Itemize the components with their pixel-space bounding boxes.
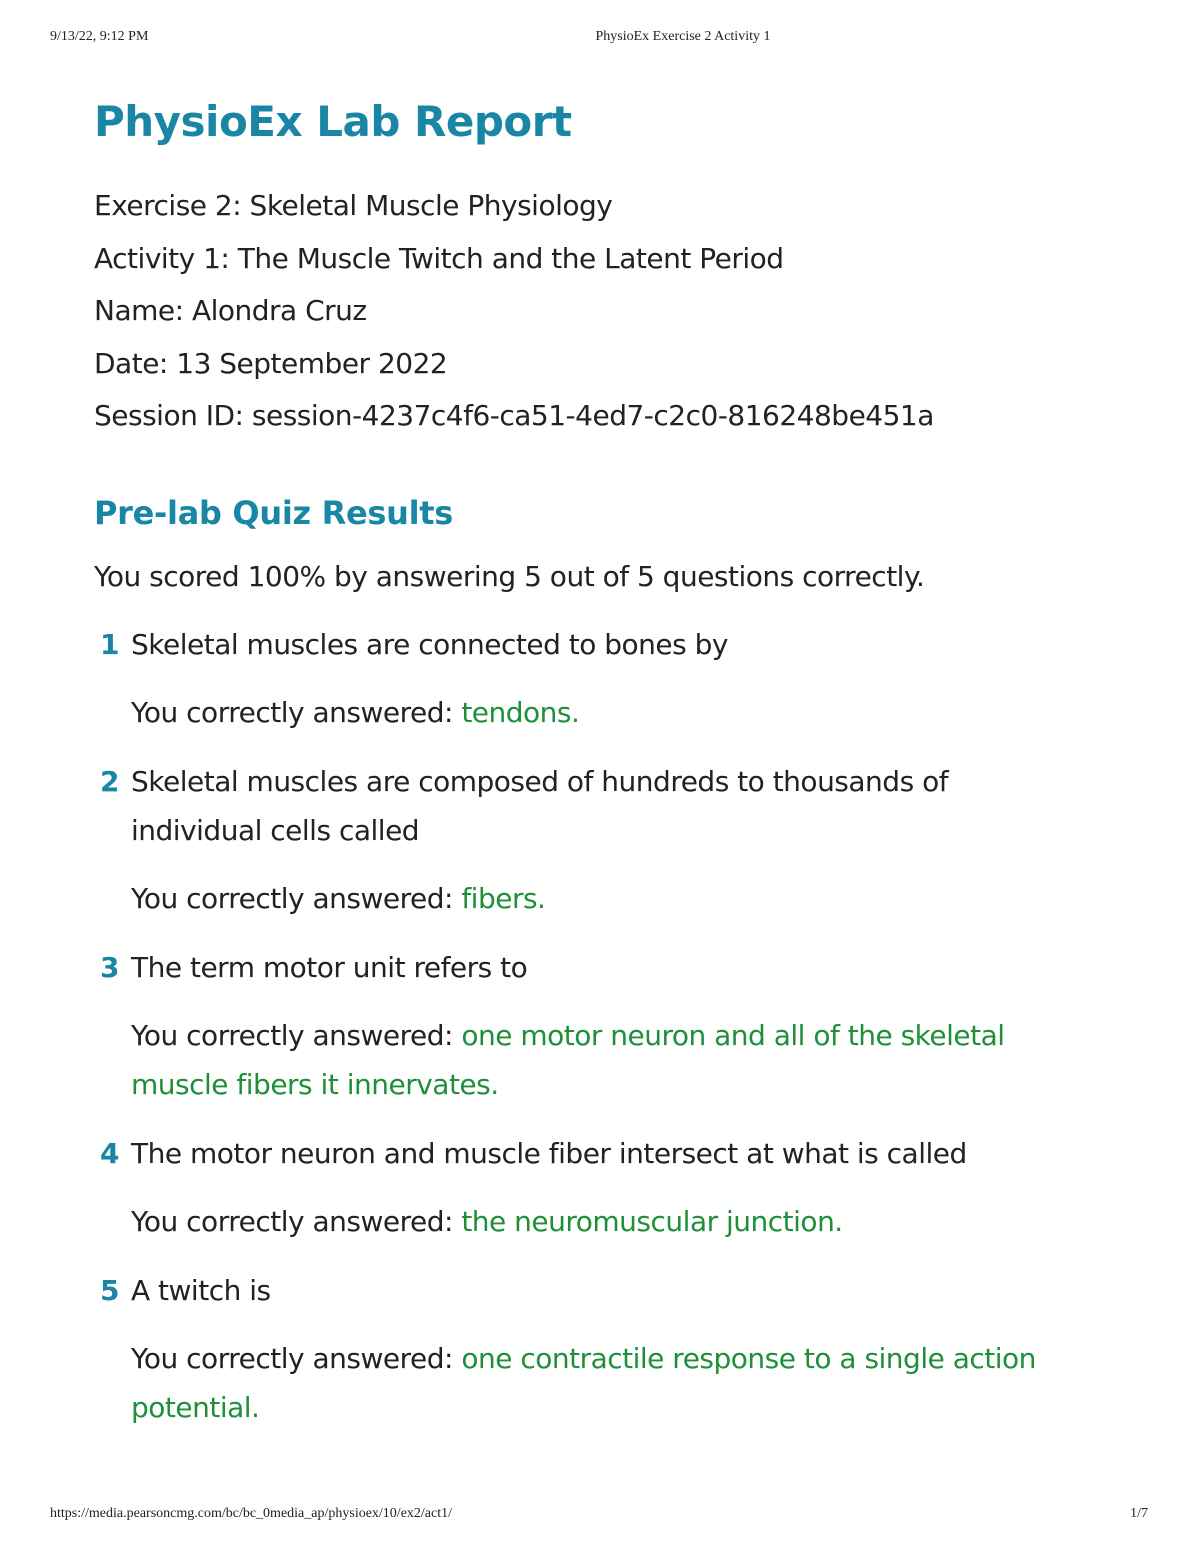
answer-prefix: You correctly answered: xyxy=(131,695,462,729)
quiz-question xyxy=(94,943,1134,1109)
print-page-title: PhysioEx Exercise 2 Activity 1 xyxy=(595,29,771,44)
question-number: 4 xyxy=(100,1136,120,1170)
question-number: 3 xyxy=(100,950,120,984)
question-text: Skeletal muscles are composed of hundreds to thousands of individual cells called xyxy=(131,764,949,847)
question-number: 1 xyxy=(100,627,120,661)
quiz-question xyxy=(94,757,1134,923)
answer-line xyxy=(131,1011,1091,1109)
answer-line xyxy=(131,1334,1091,1432)
question-text: The motor neuron and muscle fiber intersect at what is called xyxy=(131,1136,967,1170)
answer-value: the neuromuscular junction. xyxy=(461,1204,843,1238)
report-content xyxy=(94,92,1134,1452)
print-footer xyxy=(0,1506,1200,1526)
answer-prefix: You correctly answered: xyxy=(131,1204,462,1238)
quiz-question xyxy=(94,1266,1134,1432)
answer-prefix: You correctly answered: xyxy=(131,1341,462,1375)
page-number: 1/7 xyxy=(1130,1506,1148,1521)
answer-value: fibers. xyxy=(461,881,546,915)
exercise-line: Exercise 2: Skeletal Muscle Physiology xyxy=(94,189,613,222)
answer-prefix: You correctly answered: xyxy=(131,1018,462,1052)
question-text: A twitch is xyxy=(131,1273,271,1307)
answer-line xyxy=(131,1197,1091,1246)
activity-line: Activity 1: The Muscle Twitch and the Latent Period xyxy=(94,241,784,275)
answer-prefix: You correctly answered: xyxy=(131,881,462,915)
quiz-score: You scored 100% by answering 5 out of 5 questions correctly. xyxy=(94,559,925,593)
quiz-heading: Pre-lab Quiz Results xyxy=(94,493,454,532)
quiz-question xyxy=(94,620,1134,737)
quiz-questions xyxy=(94,620,1134,1432)
answer-line xyxy=(131,874,1091,923)
report-date: Date: 13 September 2022 xyxy=(94,346,448,380)
answer-line xyxy=(131,688,1091,737)
print-datetime: 9/13/22, 9:12 PM xyxy=(50,29,149,44)
question-number: 2 xyxy=(100,764,120,798)
question-text: Skeletal muscles are connected to bones by xyxy=(131,627,728,661)
page-url-link[interactable]: https://media.pearsoncmg.com/bc/bc_0media_ap/physioex/10/ex2/act1/ xyxy=(50,1506,453,1521)
question-number: 5 xyxy=(100,1273,120,1307)
quiz-question xyxy=(94,1129,1134,1246)
report-meta xyxy=(94,180,1134,443)
print-header xyxy=(0,29,1200,49)
student-name: Name: Alondra Cruz xyxy=(94,294,367,327)
report-title: PhysioEx Lab Report xyxy=(94,97,572,146)
session-id: Session ID: session-4237c4f6-ca51-4ed7-c2c0-816248be451a xyxy=(94,399,934,432)
answer-value: one contractile response to a single action potential. xyxy=(131,1341,1036,1424)
question-text: The term motor unit refers to xyxy=(131,950,528,984)
answer-value: one motor neuron and all of the skeletal muscle fibers it innervates. xyxy=(131,1018,1005,1101)
answer-value: tendons. xyxy=(461,695,580,729)
